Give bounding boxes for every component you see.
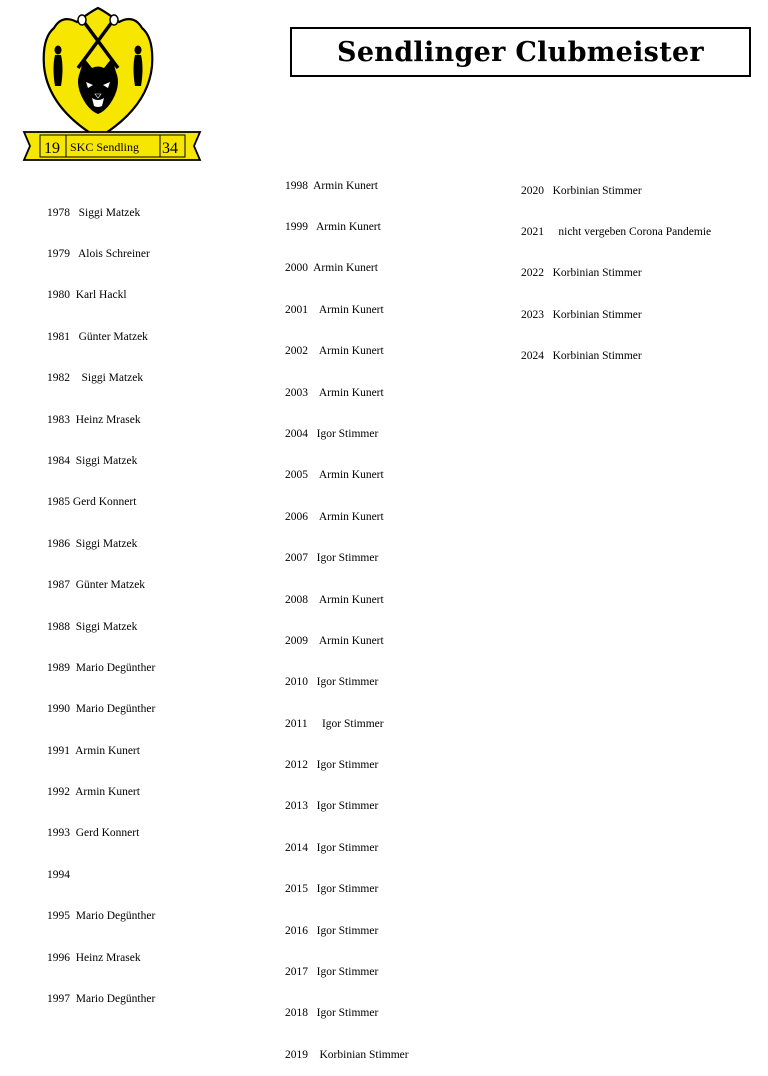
list-item: 2003 Armin Kunert [285,386,384,399]
list-item: 1980 Karl Hackl [47,289,127,302]
champions-list-2020-2024 [521,157,711,378]
list-item: 1996 Heinz Mrasek [47,951,141,964]
list-item: 2013 Igor Stimmer [285,800,379,813]
list-item: 2010 Igor Stimmer [285,676,379,689]
list-item: 2006 Armin Kunert [285,510,384,523]
list-item: 2007 Igor Stimmer [285,552,379,565]
list-item: 2008 Armin Kunert [285,593,384,606]
list-item: 2022 Korbinian Stimmer [521,267,642,280]
list-item: 1990 Mario Degünther [47,703,156,716]
list-item: 1993 Gerd Konnert [47,827,140,840]
list-item: 2020 Korbinian Stimmer [521,184,642,197]
list-item: 2004 Igor Stimmer [285,427,379,440]
list-item: 1987 Günter Matzek [47,579,146,592]
title-box [290,27,751,77]
list-item: 2021 nicht vergeben Corona Pandemie [521,225,712,238]
list-item: 2019 Korbinian Stimmer [285,1048,409,1061]
page-title: Sendlinger Clubmeister [337,36,704,68]
champions-list-1998-2019 [285,152,409,1076]
list-item: 1998 Armin Kunert [285,179,378,192]
list-item: 1986 Siggi Matzek [47,537,138,550]
list-item: 2012 Igor Stimmer [285,759,379,772]
list-item: 2024 Korbinian Stimmer [521,350,642,363]
list-item: 2002 Armin Kunert [285,345,384,358]
list-item: 1979 Alois Schreiner [47,247,150,260]
list-item: 1994 [47,868,70,881]
list-item: 1988 Siggi Matzek [47,620,138,633]
list-item: 2015 Igor Stimmer [285,883,379,896]
list-item: 1992 Armin Kunert [47,786,140,799]
list-item: 2016 Igor Stimmer [285,924,379,937]
list-item: 2014 Igor Stimmer [285,841,379,854]
list-item: 1997 Mario Degünther [47,993,156,1006]
list-item: 2001 Armin Kunert [285,303,384,316]
list-item: 1985 Gerd Konnert [47,496,137,509]
club-logo [22,8,202,160]
logo-right-number: 34 [162,140,178,157]
champions-list-1978-1997 [47,179,155,1021]
list-item: 2000 Armin Kunert [285,262,378,275]
club-emblem-icon [22,8,202,160]
list-item: 1984 Siggi Matzek [47,454,138,467]
list-item: 1999 Armin Kunert [285,220,381,233]
list-item: 2023 Korbinian Stimmer [521,308,642,321]
list-item: 2009 Armin Kunert [285,634,384,647]
logo-left-number: 19 [44,140,60,157]
list-item: 1981 Günter Matzek [47,330,148,343]
list-item: 1982 Siggi Matzek [47,372,144,385]
list-item: 1983 Heinz Mrasek [47,413,141,426]
logo-club-name: SKC Sendling [70,140,140,154]
list-item: 2017 Igor Stimmer [285,966,379,979]
list-item: 2005 Armin Kunert [285,469,384,482]
list-item: 1995 Mario Degünther [47,910,156,923]
list-item: 2011 Igor Stimmer [285,717,384,730]
list-item: 1978 Siggi Matzek [47,206,141,219]
list-item: 1989 Mario Degünther [47,661,156,674]
list-item: 2018 Igor Stimmer [285,1007,379,1020]
list-item: 1991 Armin Kunert [47,744,140,757]
